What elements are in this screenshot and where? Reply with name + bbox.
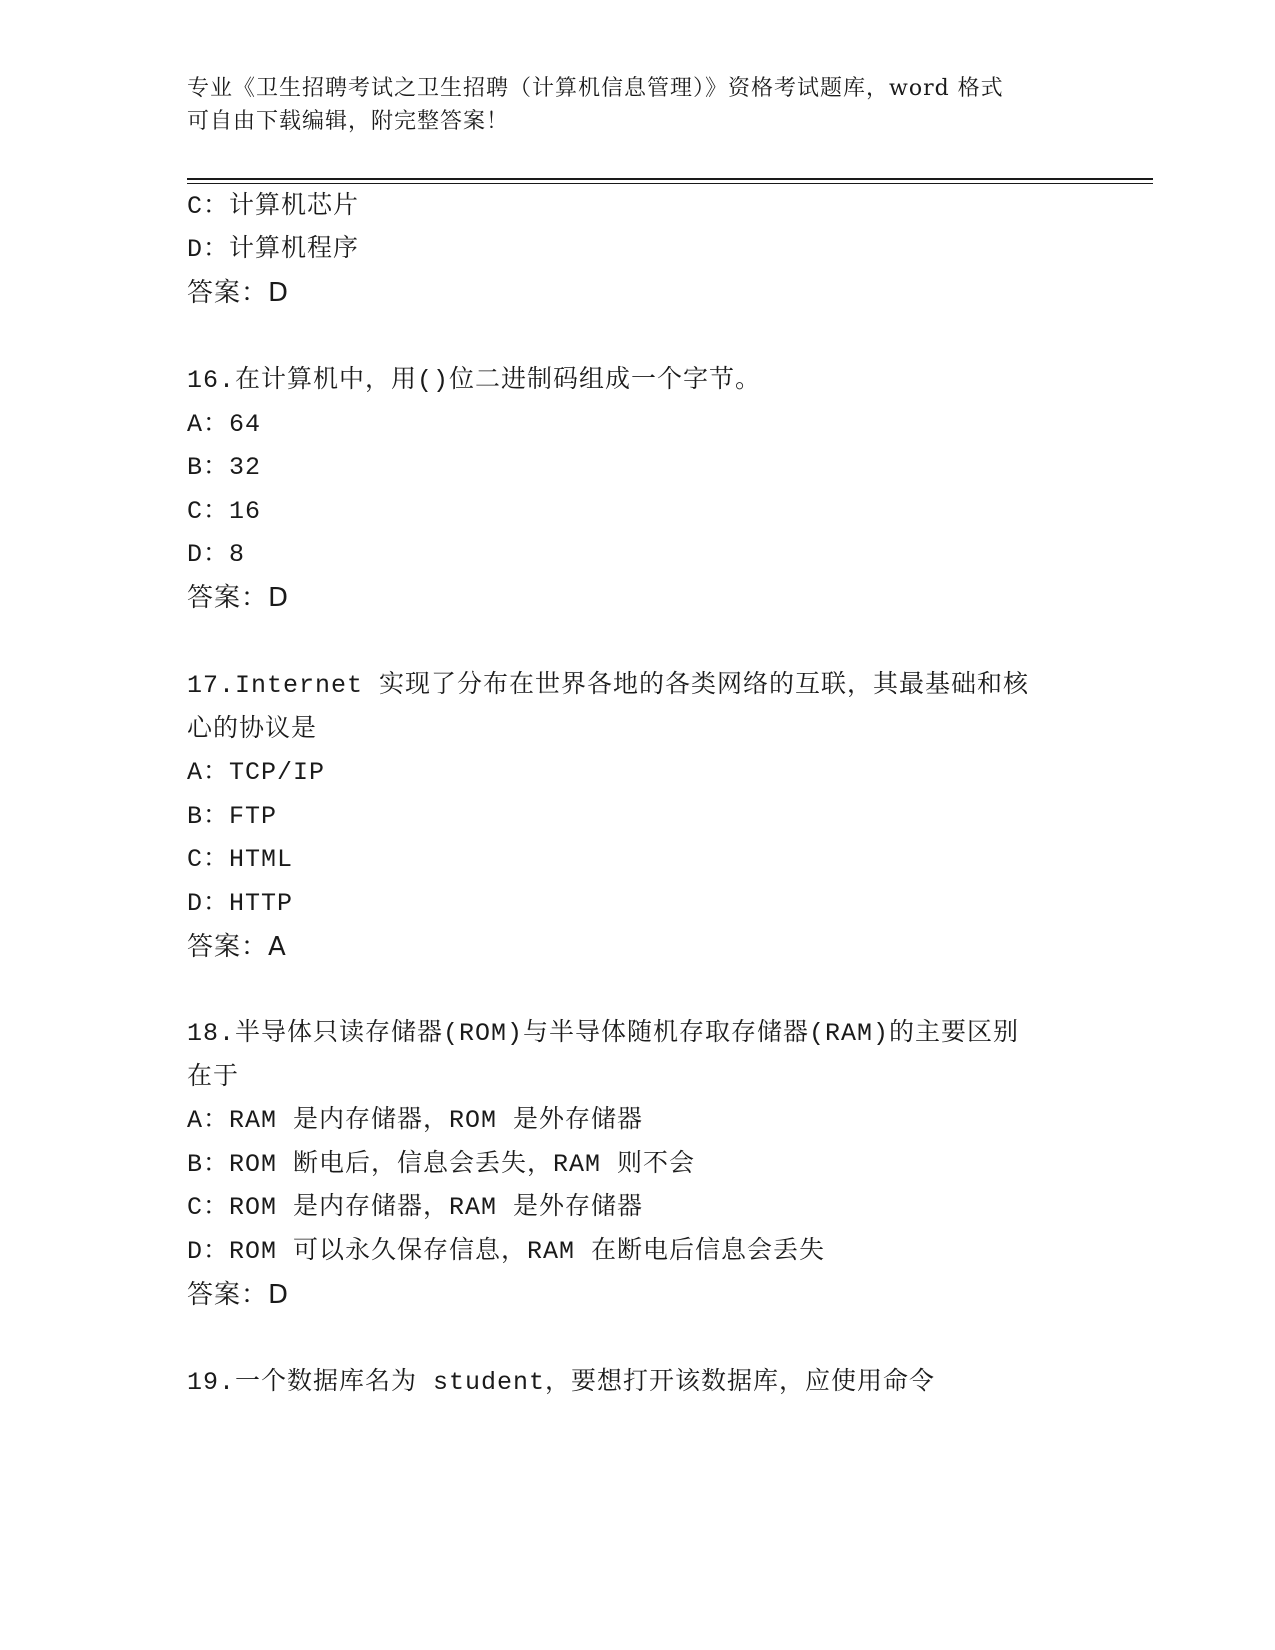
q18-option-b: B：ROM 断电后，信息会丢失，RAM 则不会 [187,1150,696,1179]
q16-option-b: B：32 [187,453,262,482]
q19-stem: 19.一个数据库名为 student，要想打开该数据库，应使用命令 [187,1368,936,1397]
q15-option-d: D：计算机程序 [187,235,360,264]
q15-option-c: C：计算机芯片 [187,192,360,221]
q16-stem: 16.在计算机中，用()位二进制码组成一个字节。 [187,366,762,395]
q17-option-d: D：HTTP [187,889,294,918]
q18-stem-line-2: 在于 [187,1063,240,1092]
q17-stem-line-2: 心的协议是 [187,715,318,744]
q15-answer: 答案：D [187,278,290,308]
q17-answer: 答案：A [187,932,287,962]
q16-answer: 答案：D [187,583,290,613]
q17-option-a: A：TCP/IP [187,758,326,787]
q16-option-c: C：16 [187,497,262,526]
document-header [187,72,1087,138]
q18-option-c: C：ROM 是内存储器，RAM 是外存储器 [187,1193,644,1222]
q17-option-c: C：HTML [187,845,294,874]
q18-stem-line-1: 18.半导体只读存储器(ROM)与半导体随机存取存储器(RAM)的主要区别 [187,1019,1020,1048]
q17-stem-line-1: 17.Internet 实现了分布在世界各地的各类网络的互联，其最基础和核 [187,671,1030,700]
q17-option-b: B：FTP [187,802,278,831]
header-title-line-2: 可自由下载编辑，附完整答案！ [187,109,510,134]
q18-option-a: A：RAM 是内存储器，ROM 是外存储器 [187,1106,644,1135]
q16-option-d: D：8 [187,540,246,569]
q16-option-a: A：64 [187,410,262,439]
header-divider-thick [187,178,1153,180]
header-title-line-1: 专业《卫生招聘考试之卫生招聘（计算机信息管理）》资格考试题库，word 格式 [187,76,1004,101]
q18-option-d: D：ROM 可以永久保存信息，RAM 在断电后信息会丢失 [187,1237,826,1266]
q18-answer: 答案：D [187,1280,290,1310]
header-divider-thin [187,183,1153,184]
